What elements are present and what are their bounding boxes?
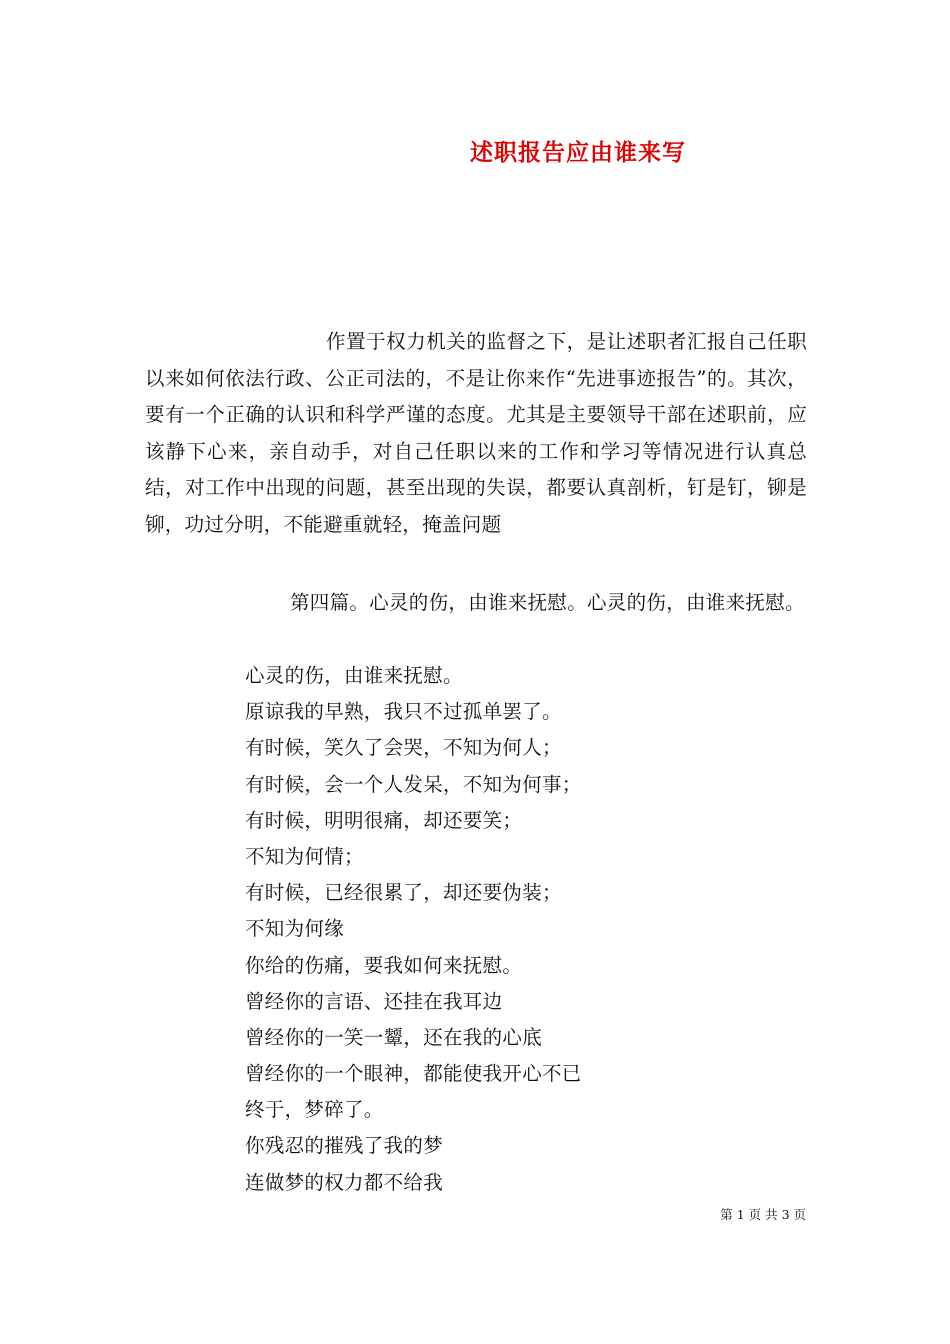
poem-lines [245, 658, 582, 1201]
poem-line: 有时候，笑久了会哭，不知为何人； [245, 736, 562, 760]
paragraph-2: 第四篇。心灵的伤，由谁来抚慰。心灵的伤，由谁来抚慰。 [290, 591, 805, 614]
poem-line: 有时候，明明很痛，却还要笑； [245, 808, 523, 832]
poem-line: 你给的伤痛，要我如何来抚慰。 [245, 953, 523, 977]
paragraph-1: 作置于权力机关的监督之下，是让述职者汇报自己任职以来如何依法行政、公正司法的，不是让你来作“先进事迹报告”的。其次，要有一个正确的认识和科学严谨的态度。尤其是主要领导干部在述职前，应该静下心来，亲自动手，对自己任职以来的工作和学习等情况进行认真总结，对工作中出现的问题，甚至出现的失误，都要认真剖析，钉是钉，铆是铆，功过分明，不能避重就轻，掩盖问题 [145, 330, 807, 536]
poem-line: 曾经你的一笑一颦，还在我的心底 [245, 1025, 543, 1049]
poem-line: 有时候，会一个人发呆，不知为何事； [245, 772, 582, 796]
poem-line: 曾经你的一个眼神，都能使我开心不已 [245, 1062, 582, 1086]
poem-line: 曾经你的言语、还挂在我耳边 [245, 989, 503, 1013]
poem-line: 原谅我的早熟，我只不过孤单罢了。 [245, 700, 562, 724]
poem-line: 心灵的伤，由谁来抚慰。 [245, 664, 463, 687]
page-number: 第 1 页 共 3 页 [720, 1207, 806, 1222]
poem-line: 不知为何情； [245, 844, 364, 868]
poem-line: 不知为何缘 [245, 917, 345, 941]
poem-line: 有时候，已经很累了，却还要伪装； [245, 881, 562, 905]
poem-line: 你残忍的摧残了我的梦 [245, 1134, 444, 1158]
poem-line: 连做梦的权力都不给我 [245, 1170, 444, 1194]
poem-line: 终于，梦碎了。 [245, 1098, 384, 1122]
document-title: 述职报告应由谁来写 [470, 139, 686, 166]
